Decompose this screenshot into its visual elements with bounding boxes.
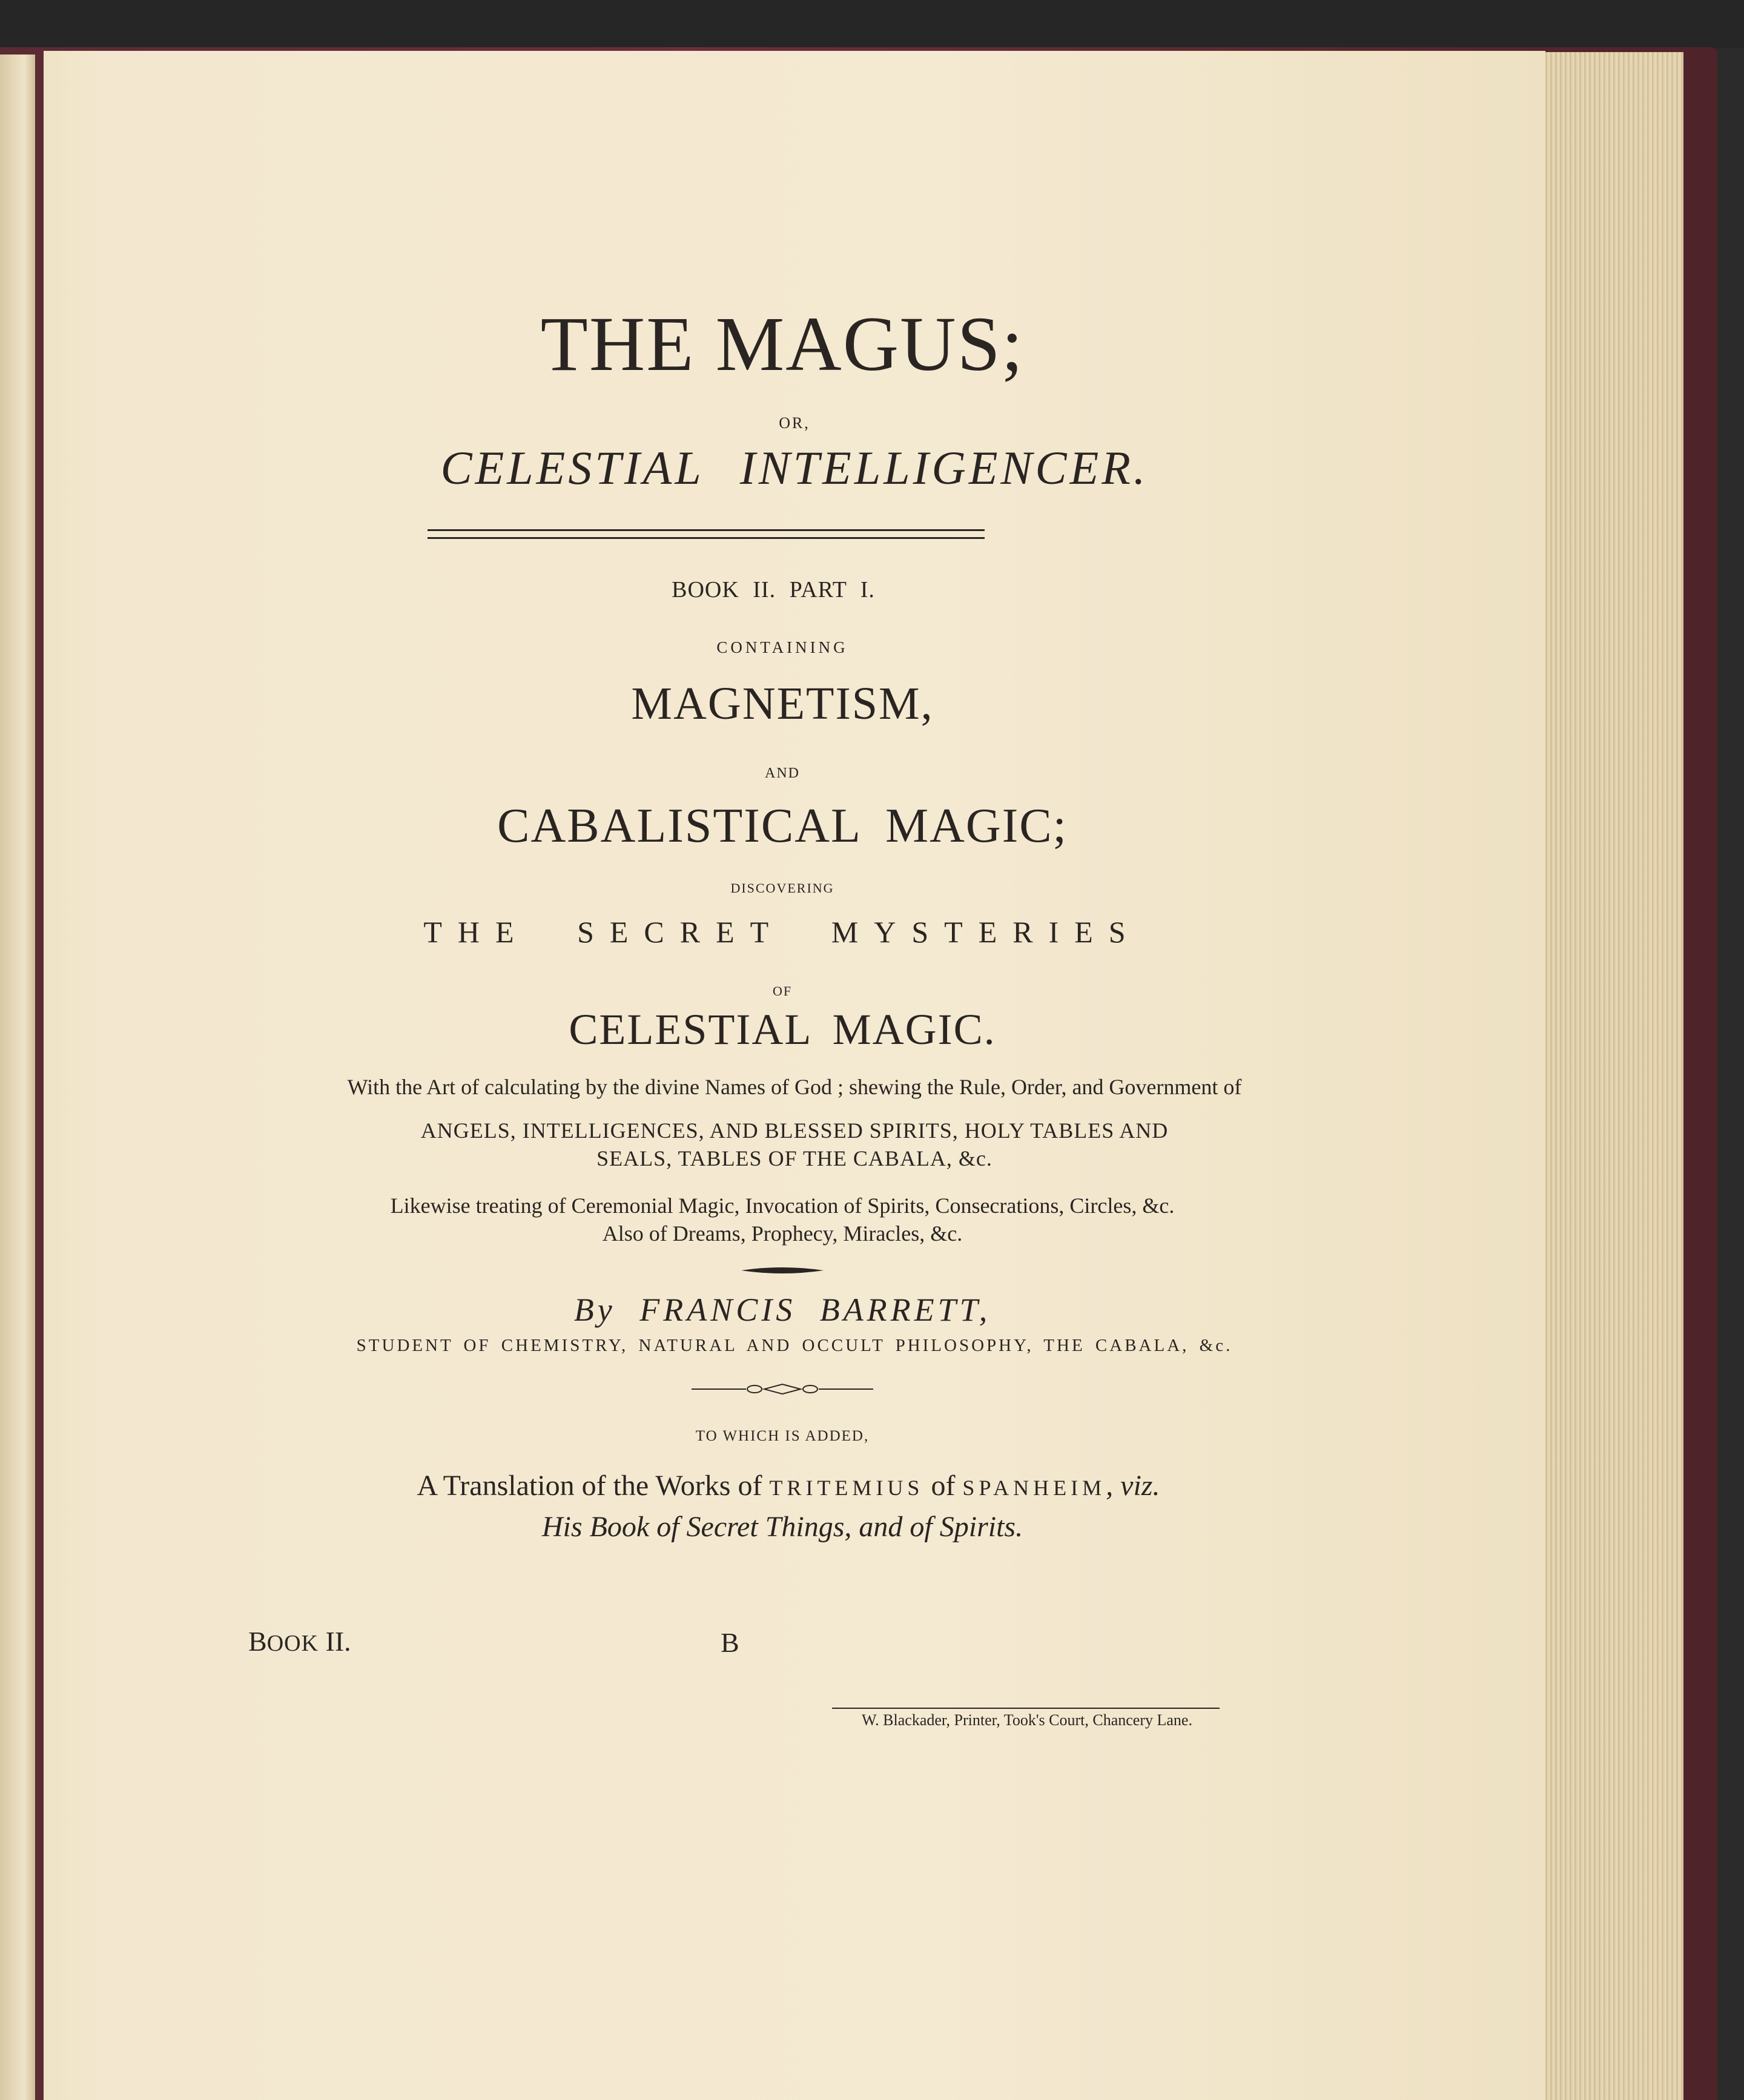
book-mark-rest: OOK	[266, 1631, 319, 1656]
author-description: STUDENT OF CHEMISTRY, NATURAL AND OCCULT PHILOSOPHY, THE CABALA, &c.	[356, 1336, 1233, 1355]
of-line: OF	[772, 983, 793, 999]
angels-line-1: ANGELS, INTELLIGENCES, AND BLESSED SPIRITS, HOLY TABLES AND	[420, 1118, 1169, 1143]
his-book-line: His Book of Secret Things, and of Spirits.	[541, 1511, 1023, 1543]
ornament-scroll	[31, 1382, 1533, 1396]
celestial-magic-heading: CELESTIAL MAGIC.	[569, 1005, 996, 1054]
spanheim-name: SPANHEIM	[962, 1476, 1106, 1500]
translation-prefix: A Translation of the Works of	[417, 1470, 770, 1502]
main-title: THE MAGUS;	[540, 301, 1025, 387]
backdrop	[0, 0, 1744, 48]
discovering-line: DISCOVERING	[730, 880, 834, 896]
author-byline: By FRANCIS BARRETT,	[573, 1292, 991, 1328]
viz-abbrev: , viz.	[1106, 1470, 1160, 1502]
page-edges	[1538, 52, 1683, 2100]
book-part: BOOK II. PART I.	[672, 577, 875, 603]
translation-of: of	[923, 1470, 963, 1502]
likewise-line-2: Also of Dreams, Prophecy, Miracles, &c.	[602, 1221, 963, 1246]
book-mark-initial: B	[248, 1626, 267, 1657]
to-which-added: TO WHICH IS ADDED,	[695, 1428, 870, 1444]
likewise-block	[31, 1192, 1533, 1247]
angels-line-2: SEALS, TABLES OF THE CABALA, &c.	[596, 1146, 993, 1171]
ornament-dash	[31, 1264, 1533, 1276]
translation-line	[38, 1469, 1539, 1502]
likewise-line-1: Likewise treating of Ceremonial Magic, Invocation of Spirits, Consecrations, Circles, &c.	[390, 1194, 1175, 1218]
printer-line: W. Blackader, Printer, Took's Court, Chancery Lane.	[862, 1711, 1192, 1729]
tritemius-name: TRITEMIUS	[769, 1476, 924, 1500]
printer-rule	[832, 1708, 1220, 1709]
book-mark-number: II.	[319, 1626, 351, 1657]
subtitle: CELESTIAL INTELLIGENCER.	[440, 441, 1149, 494]
angels-block	[44, 1117, 1545, 1172]
or-line: OR,	[779, 414, 810, 432]
magnetism-heading: MAGNETISM,	[631, 678, 934, 729]
signature-mark: B	[721, 1627, 739, 1658]
cabalistical-heading: CABALISTICAL MAGIC;	[497, 799, 1068, 853]
double-rule	[428, 529, 985, 539]
book-mark	[248, 1625, 351, 1657]
with-art-line: With the Art of calculating by the divine Names of God ; shewing the Rule, Order, and Government of	[347, 1075, 1242, 1099]
secret-mysteries-heading: THE SECRET MYSTERIES	[423, 915, 1141, 949]
and-line: AND	[765, 765, 800, 781]
left-page-edge	[0, 54, 35, 2100]
containing-line: CONTAINING	[716, 638, 848, 656]
title-page	[44, 51, 1545, 2100]
